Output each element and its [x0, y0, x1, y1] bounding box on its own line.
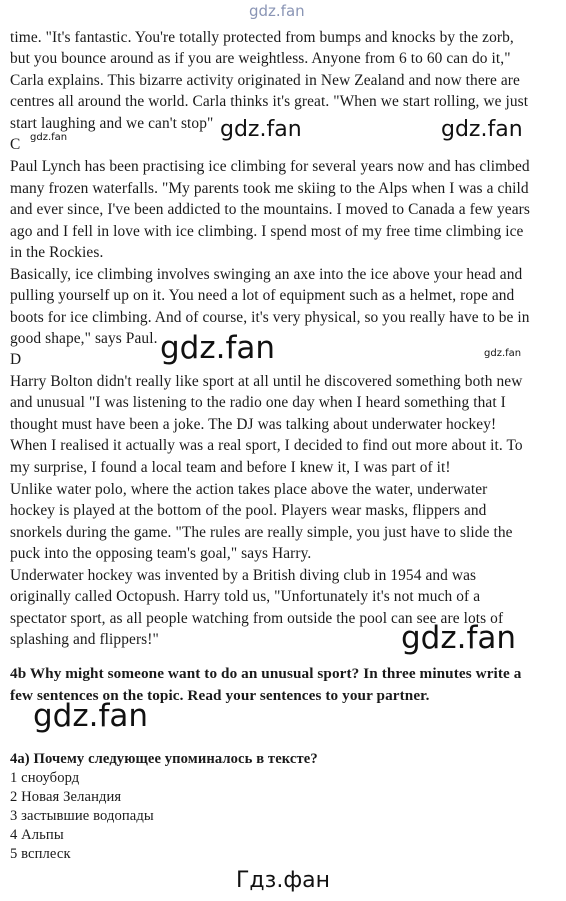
task-4a-title: 4a) Почему следующее упоминалось в тексте? — [10, 751, 318, 767]
text-line: start laughing and we can't stop" — [10, 115, 214, 132]
text-line: Carla explains. This bizarre activity originated in New Zealand and now there are — [10, 72, 520, 89]
text-line: and ever since, I've been addicted to the mountains. I moved to Canada a few years — [10, 201, 530, 218]
task-4a-item: 4 Альпы — [10, 827, 64, 843]
text-line: snorkels during the game. "The rules are really simple, you just have to slide the — [10, 524, 513, 541]
text-line: pulling yourself up on it. You need a lot of equipment such as a helmet, rope and — [10, 287, 515, 304]
watermark: gdz.fan — [30, 132, 68, 143]
text-line: Underwater hockey was invented by a British diving club in 1954 and was — [10, 567, 477, 584]
watermark: gdz.fan — [484, 348, 522, 359]
text-line: in the Rockies. — [10, 244, 104, 261]
text-line: hockey is played at the bottom of the pool. Players wear masks, flippers and — [10, 502, 487, 519]
task-4a-item: 1 сноуборд — [10, 770, 80, 786]
text-line: ago and I fell in love with ice climbing. I spend most of my free time climbing ice — [10, 223, 524, 240]
text-line: but you bounce around as if you are weightless. Anyone from 6 to 60 can do it," — [10, 50, 511, 67]
text-line: puck into the opposing team's goal," says Harry. — [10, 545, 312, 562]
watermark: gdz.fan — [160, 330, 276, 366]
watermark: gdz.fan — [33, 698, 149, 734]
text-line: When I realised it actually was a real sport, I decided to find out more about it. To — [10, 437, 523, 454]
text-line: Harry Bolton didn't really like sport at all until he discovered something both new — [10, 373, 523, 390]
footer-watermark: Гдз.фан — [236, 868, 330, 893]
section-letter: D — [10, 351, 22, 368]
text-line: splashing and flippers!" — [10, 631, 159, 648]
text-line: and unusual "I was listening to the radio one day when I heard something that I — [10, 394, 506, 411]
text-line: time. "It's fantastic. You're totally protected from bumps and knocks by the zorb, — [10, 29, 514, 46]
text-line: originally called Octopush. Harry told us, "Unfortunately it's not much of a — [10, 588, 481, 605]
watermark: gdz.fan — [401, 620, 517, 656]
section-letter: C — [10, 136, 21, 153]
text-line: Paul Lynch has been practising ice climbing for several years now and has climbed — [10, 158, 530, 175]
text-line: centres all around the world. Carla thinks it's great. "When we start rolling, we just — [10, 93, 529, 110]
text-line: Basically, ice climbing involves swinging an axe into the ice above your head and — [10, 266, 523, 283]
text-line: Unlike water polo, where the action takes place above the water, underwater — [10, 481, 488, 498]
text-line: boots for ice climbing. And of course, it's very physical, so you really have to be in — [10, 309, 530, 326]
text-line: good shape," says Paul. — [10, 330, 158, 347]
task-4b-line: few sentences on the topic. Read your sentences to your partner. — [10, 687, 430, 704]
text-line: thought must have been a joke. The DJ was talking about underwater hockey! — [10, 416, 497, 433]
text-line: spectator sport, as all people watching from outside the pool can see are lots of — [10, 610, 504, 627]
text-line: many frozen waterfalls. "My parents took me skiing to the Alps when I was a child — [10, 180, 529, 197]
task-4b-line: 4b Why might someone want to do an unusual sport? In three minutes write a — [10, 665, 522, 682]
task-4a-item: 3 застывшие водопады — [10, 808, 154, 824]
watermark: gdz.fan — [441, 117, 523, 142]
watermark-top: gdz.fan — [249, 2, 305, 20]
task-4a-item: 2 Новая Зеландия — [10, 789, 122, 805]
text-line: my surprise, I found a local team and before I knew it, I was part of it! — [10, 459, 451, 476]
task-4a-item: 5 всплеск — [10, 846, 71, 862]
watermark: gdz.fan — [220, 117, 302, 142]
